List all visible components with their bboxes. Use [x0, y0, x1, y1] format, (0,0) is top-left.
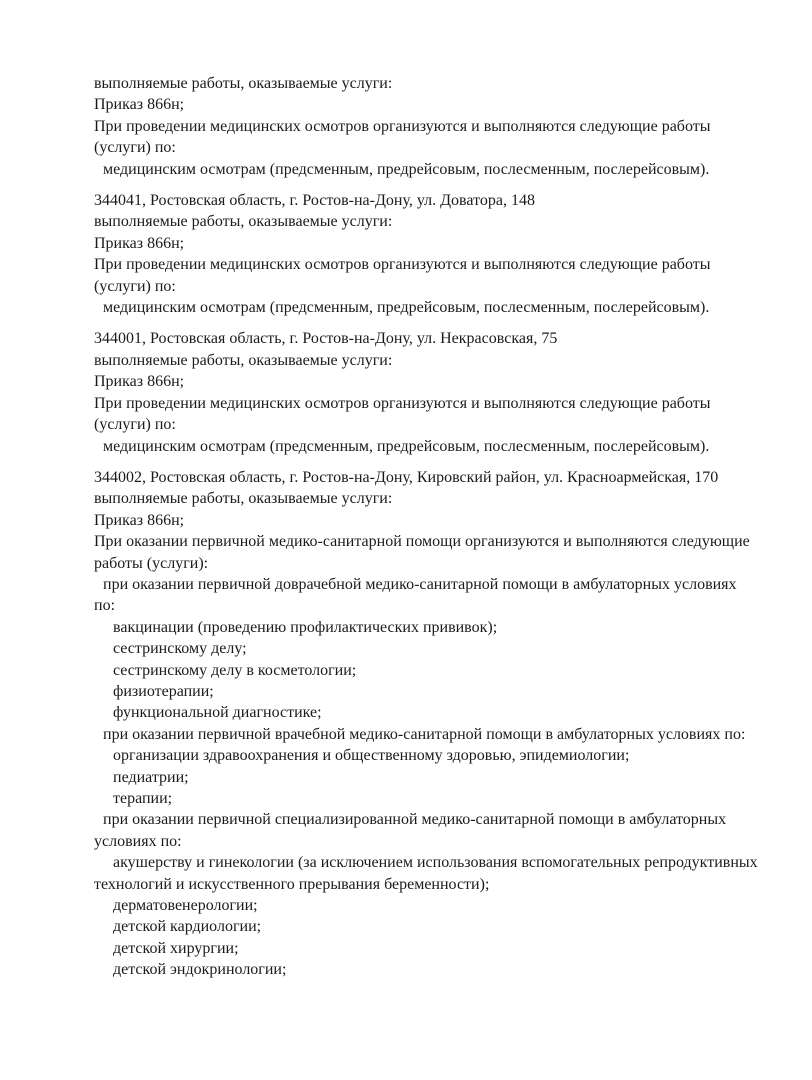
license-address-section: [94, 73, 774, 180]
text-line: работы (услуги):: [94, 554, 209, 572]
address-line: 344002, Ростовская область, г. Ростов-на-Дону, Кировский район, ул. Красноармейская, 170: [94, 468, 719, 486]
text-line: (услуги) по:: [94, 139, 176, 157]
license-address-section: [94, 190, 774, 318]
text-line: Приказ 866н;: [94, 96, 185, 114]
text-line: выполняемые работы, оказываемые услуги:: [94, 75, 393, 92]
text-line: Приказ 866н;: [94, 373, 185, 391]
text-line: Приказ 866н;: [94, 511, 185, 529]
address-line: 344041, Ростовская область, г. Ростов-на-Дону, ул. Доватора, 148: [94, 192, 535, 210]
text-line: медицинским осмотрам (предсменным, предрейсовым, послесменным, послерейсовым).: [103, 160, 710, 178]
license-address-section: [94, 328, 774, 456]
text-line: выполняемые работы, оказываемые услуги:: [94, 351, 393, 369]
text-line: терапии;: [113, 790, 173, 807]
text-line: При проведении медицинских осмотров организуются и выполняются следующие работы: [94, 117, 711, 135]
text-line: дерматовенерологии;: [113, 897, 258, 915]
text-line: условиях по:: [94, 832, 182, 850]
text-line: педиатрии;: [113, 768, 189, 786]
document-body: [94, 73, 774, 981]
text-line: акушерству и гинекологии (за исключением использования вспомогательных репродуктивных: [113, 854, 758, 872]
text-line: вакцинации (проведению профилактических прививок);: [113, 618, 498, 636]
text-line: детской кардиологии;: [113, 918, 262, 936]
text-line: сестринскому делу в косметологии;: [113, 661, 357, 679]
text-line: выполняемые работы, оказываемые услуги:: [94, 213, 393, 231]
text-line: при оказании первичной специализированной медико-санитарной помощи в амбулаторных: [103, 811, 727, 829]
text-line: функциональной диагностике;: [113, 704, 322, 722]
text-line: Приказ 866н;: [94, 234, 185, 252]
text-line: при оказании первичной доврачебной медико-санитарной помощи в амбулаторных условиях: [103, 575, 737, 593]
text-line: (услуги) по:: [94, 277, 176, 295]
text-line: детской хирургии;: [113, 939, 239, 957]
text-line: сестринскому делу;: [113, 640, 247, 658]
text-line: (услуги) по:: [94, 416, 176, 434]
text-line: при оказании первичной врачебной медико-санитарной помощи в амбулаторных условиях по:: [103, 725, 746, 743]
text-line: выполняемые работы, оказываемые услуги:: [94, 490, 393, 508]
text-line: физиотерапии;: [113, 682, 214, 700]
text-line: медицинским осмотрам (предсменным, предрейсовым, послесменным, послерейсовым).: [103, 437, 710, 455]
address-line: 344001, Ростовская область, г. Ростов-на-Дону, ул. Некрасовская, 75: [94, 330, 558, 348]
license-address-section: [94, 467, 774, 981]
text-line: детской эндокринологии;: [113, 961, 287, 979]
text-line: При оказании первичной медико-санитарной помощи организуются и выполняются следующие: [94, 533, 750, 551]
text-line: технологий и искусственного прерывания беременности);: [94, 875, 490, 893]
text-line: При проведении медицинских осмотров организуются и выполняются следующие работы: [94, 394, 711, 412]
text-line: по:: [94, 597, 116, 615]
text-line: организации здравоохранения и общественному здоровью, эпидемиологии;: [113, 747, 630, 765]
text-line: При проведении медицинских осмотров организуются и выполняются следующие работы: [94, 256, 711, 274]
text-line: медицинским осмотрам (предсменным, предрейсовым, послесменным, послерейсовым).: [103, 299, 710, 317]
